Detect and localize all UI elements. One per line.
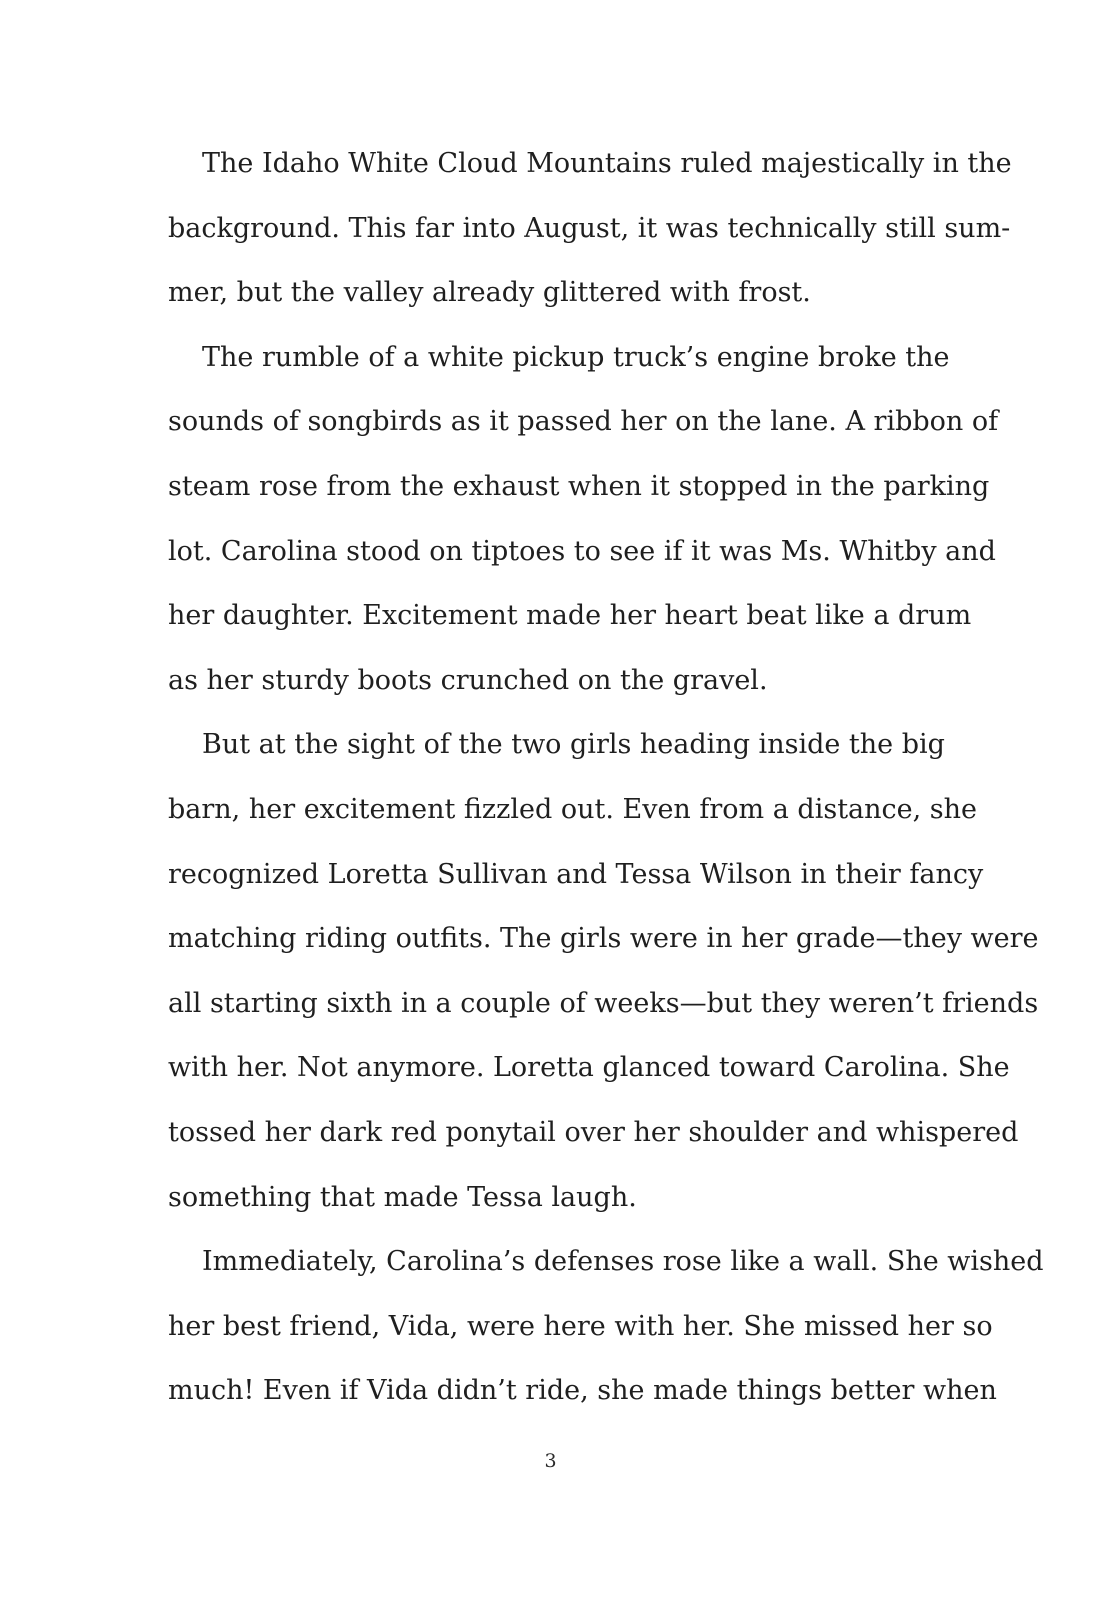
page-number: 3 — [544, 1450, 557, 1472]
text-line-11: barn, her excitement fizzled out. Even from a distance, she — [168, 793, 978, 825]
text-line-10: But at the sight of the two girls heading inside the big — [202, 729, 945, 761]
body-text — [168, 132, 1044, 1424]
text-line-15: with her. Not anymore. Loretta glanced toward Carolina. She — [168, 1052, 1010, 1084]
text-line-19: her best friend, Vida, were here with her. She missed her so — [168, 1310, 993, 1342]
text-line-17: something that made Tessa laugh. — [168, 1181, 637, 1213]
text-line-8: her daughter. Excitement made her heart beat like a drum — [168, 600, 972, 632]
text-line-12: recognized Loretta Sullivan and Tessa Wilson in their fancy — [168, 858, 984, 890]
text-line-18: Immediately, Carolina’s defenses rose like a wall. She wished — [202, 1246, 1044, 1278]
text-line-5: sounds of songbirds as it passed her on the lane. A ribbon of — [168, 406, 999, 438]
text-line-4: The rumble of a white pickup truck’s engine broke the — [202, 341, 950, 373]
text-line-1: The Idaho White Cloud Mountains ruled majestically in the — [202, 148, 1012, 179]
text-line-14: all starting sixth in a couple of weeks—but they weren’t friends — [168, 987, 1039, 1019]
text-line-7: lot. Carolina stood on tiptoes to see if it was Ms. Whitby and — [168, 535, 996, 567]
text-line-9: as her sturdy boots crunched on the gravel. — [168, 664, 768, 696]
text-line-3: mer, but the valley already glittered with frost. — [168, 277, 811, 309]
text-line-20: much! Even if Vida didn’t ride, she made things better when — [168, 1375, 997, 1407]
text-line-16: tossed her dark red ponytail over her shoulder and whispered — [168, 1116, 1019, 1148]
text-line-2: background. This far into August, it was technically still sum- — [168, 212, 1011, 244]
text-line-6: steam rose from the exhaust when it stopped in the parking — [168, 470, 990, 502]
text-line-13: matching riding outfits. The girls were in her grade—they were — [168, 923, 1039, 955]
